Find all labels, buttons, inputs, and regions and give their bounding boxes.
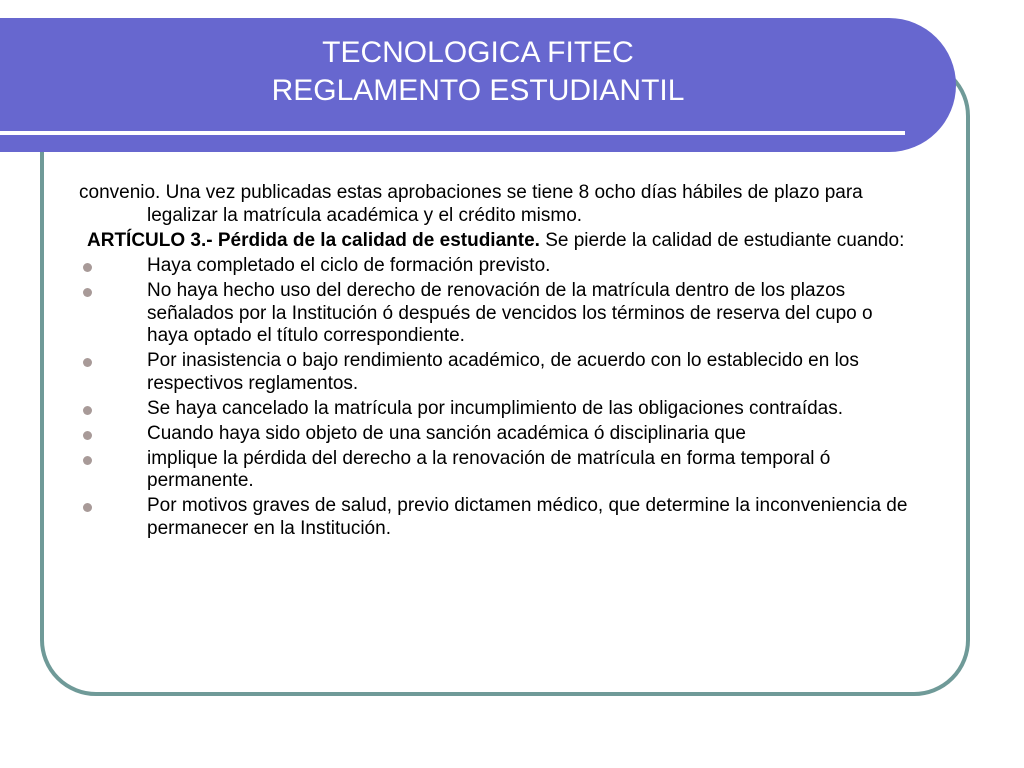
list-item-text: Haya completado el ciclo de formación previsto. [147,255,551,276]
slide-body [79,182,909,540]
bullet-icon [83,263,92,272]
bullet-icon [83,358,92,367]
article-heading: ARTÍCULO 3.- Pérdida de la calidad de estudiante. [87,230,540,251]
bullet-icon [83,456,92,465]
list-item-text: Se haya cancelado la matrícula por incumplimiento de las obligaciones contraídas. [147,397,844,419]
list-item-text: implique la pérdida del derecho a la renovación de matrícula en forma temporal ó permanente. [147,447,831,491]
title-divider [0,131,905,135]
list-item [79,280,909,348]
bullet-icon [83,503,92,512]
list-item [79,398,909,421]
list-item-text: Por inasistencia o bajo rendimiento académico, de acuerdo con lo establecido en los respectivos reglamentos. [147,350,859,394]
list-item-text: No haya hecho uso del derecho de renovación de la matrícula dentro de los plazos señalados por la Institución ó después de vencidos los términos de reserva del cupo o haya optado el título correspondiente. [147,280,873,346]
article-text: Se pierde la calidad de estudiante cuando: [539,230,905,251]
article-paragraph [79,230,909,253]
list-item [79,350,909,395]
list-item-text: Por motivos graves de salud, previo dictamen médico, que determine la inconveniencia de permanecer en la Institución. [147,495,908,539]
bullet-icon [83,431,92,440]
list-item [79,423,909,446]
title-line-2: REGLAMENTO ESTUDIANTIL [271,74,685,107]
list-item-text: Cuando haya sido objeto de una sanción académica ó disciplinaria que [147,422,746,444]
list-item [79,448,909,493]
title-line-1: TECNOLOGICA FITEC [322,36,634,69]
bullet-icon [83,406,92,415]
list-item [79,495,909,540]
bullet-icon [83,288,92,297]
intro-paragraph: convenio. Una vez publicadas estas aprobaciones se tiene 8 ocho días hábiles de plazo para legalizar la matrícula académica y el crédito mismo. [79,182,863,226]
slide-title [0,34,956,110]
list-item [79,255,909,278]
